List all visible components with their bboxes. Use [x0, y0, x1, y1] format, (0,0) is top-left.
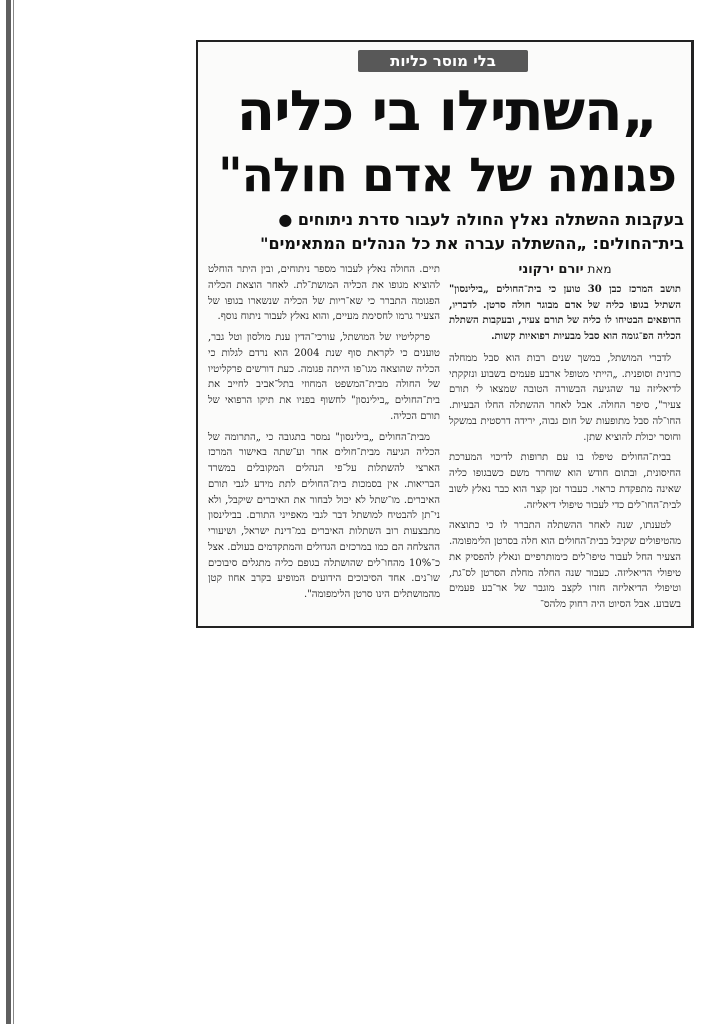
paragraph: לטענתו, שנה לאחר ההשתלה התברר לו כי כתוצאה מהטיפולים שקיבל בבית־החולים הוא חלה בסרטן הלימפומה. הצעיר החל לעבור טיפו־לים כימותרפיים ונאלץ להפסיק את טיפולי הדיאליזה. כעבור שנה החלה מחלת הסרטן לס־גת, וטיפולי הדיאליזה חזרו לקצב מוגבר של אר־בע פעמים בשבוע. אבל הסיוט היה רחוק מלהס־	[449, 520, 681, 610]
headline-line-2: פגומה של אדם חולה"	[218, 148, 676, 203]
paragraph: תיים. החולה נאלץ לעבור מספר ניתוחים, ובין היתר הוחלט להוציא מגופו את הכליה המושת־לת. לאחר הוצאת הכליה הפגומה התברר כי שא־ריות של הכליה שנשארו בגופו של הצעיר גרמו לחסימת מעיים, והוא נאלץ לעבור ניתוח נוסף.	[208, 264, 440, 323]
author-name: יורם ירקוני	[518, 262, 584, 277]
paragraph: לדברי המושתל, במשך שנים רבות הוא סבל ממחלה כרונית וסופנית. „הייתי מטופל ארבע פעמים בשבוע ונזקקתי לדיאליזה עד שהגיעה הבשורה הטובה שמצאו לי תורם צעיר", סיפר החולה. אבל לאחר ההשתלה החלו הבעיות. החו־לה סבל מתופעות של חום גבוה, ירידה דרסטית במשקל וחוסר יכולת להוציא שתן.	[449, 352, 681, 443]
byline-prefix: מאת	[587, 262, 612, 276]
paragraph: פרקליטיו של המושתל, עורכי־הדין ענת מולסון וטל גבר, טוענים כי לקראת סוף שנת 2004 הוא נרדם לגלות כי הכליה שהוצאה מגו־פו הייתה פגומה. כעת דורשים פרקליטיו של החולה מבית־המשפט המחוזי בתל־אביב לחייב את בית־החולים „בילינסון" לחשוף בפניו את תיקו הרפואי של תורם הכליה.	[208, 332, 440, 422]
newspaper-clipping	[196, 40, 694, 628]
article-column-left	[208, 262, 440, 608]
article-column-right	[449, 262, 681, 618]
paragraph: בבית־החולים טיפלו בו עם תרופות לדיכוי המערכת החיסונית, ובתום חודש הוא שוחרר משם כשבגופו כליה שאינה מתפקדת כראוי. כעבור זמן קצר הוא כבר נאלץ לשוב לבית־החו־לים כדי לעבור טיפולי דיאליזה.	[449, 452, 681, 511]
byline	[449, 262, 681, 278]
scan-edge	[6, 0, 11, 1024]
lead-paragraph: תושב המרכז כבן 30 טוען כי בית־החולים „בילינסון" השתיל בגופו כליה של אדם מבוגר חולה סרטן. לדבריו, הרופאים הבטיחו לו כליה של תורם צעיר, ובעקבות השתלת הכליה הפ־גומה הוא סבל מבעיות רפואיות קשות.	[449, 283, 681, 342]
headline-line-1: „השתילו בי כליה	[236, 79, 658, 144]
section-tag: בלי מוסר כליות	[358, 50, 528, 72]
subheadline-line-2: בית־החולים: „ההשתלה עברה את כל הנהלים המתאימים"	[260, 234, 684, 253]
scan-edge-line	[13, 0, 14, 1024]
subheadline-line-1: בעקבות ההשתלה נאלץ החולה לעבור סדרת ניתוחים ●	[278, 210, 684, 229]
paragraph: מבית־החולים „בילינסון" נמסר בתגובה כי „התרומה של הכליה הגיעה מבית־חולים אחר וע־שתה באישור המרכז הארצי להשתלות על־פי הנהלים המקובלים במשרד הבריאות. אין בסמכות בית־החולים לתת מידע לגבי תורם האיברים. מו־שתל לא יכול לבחור את האיברים שיקבל, ולא ני־תן להבטיח למושתל דבר לגבי מאפייני התורם. בבילינסון מתבצעות רוב השתלות האיברים במ־דינת ישראל, ושיעורי ההצלחה הם כמו במרכזים הגדולים והמתקדמים בעולם. אצל כ־10% מהחו־לים שהושתלה בגופם כליה מתגלים סיבוכים שו־נים. אחד הסיבוכים הידועים המופיע בקרב אחוז קטן מהמושתלים הינו סרטן הלימפומה".	[208, 431, 440, 600]
